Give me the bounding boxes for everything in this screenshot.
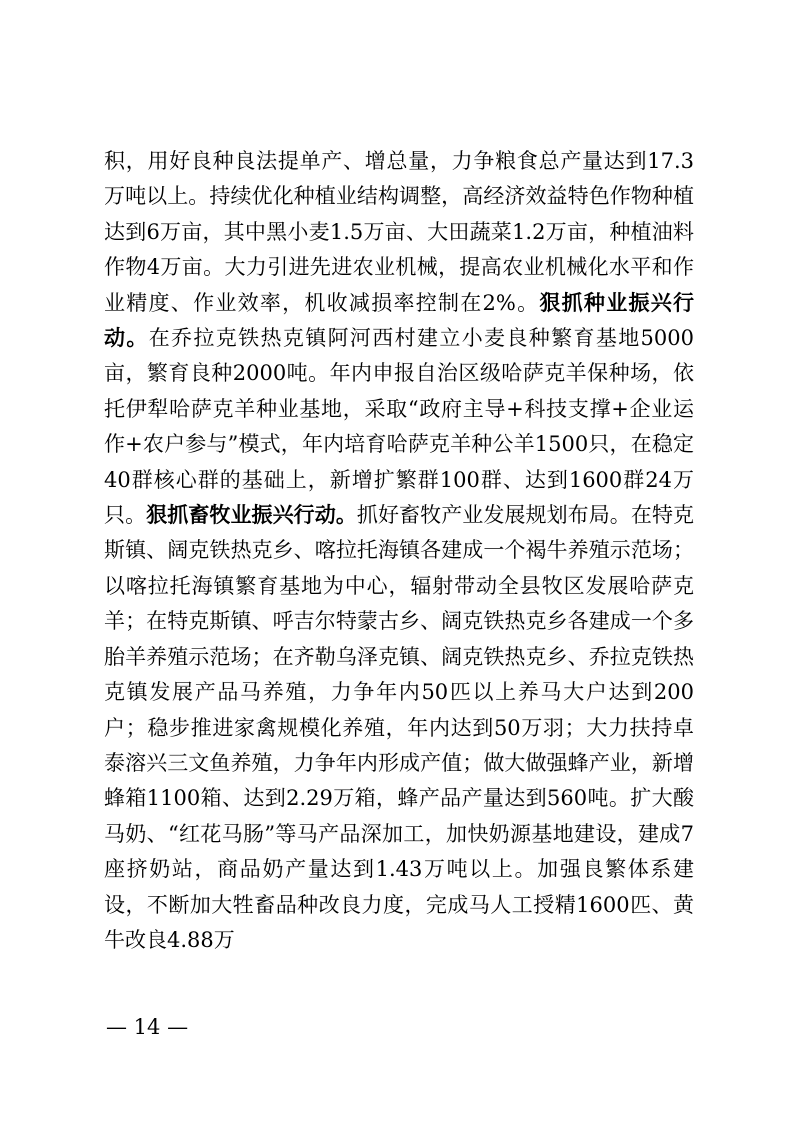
text-segment: 抓好畜牧产业发展规划布局。在特克斯镇、阔克铁热克乡、喀拉托海镇各建成一个褐牛养殖示范场；以喀拉托海镇繁育基地为中心，辐射带动全县牧区发展哈萨克羊；在特克斯镇、呼吉尔特蒙古乡、阔克铁热克乡各建成一个多胎羊养殖示范场；在齐勒乌泽克镇、阔克铁热克乡、乔拉克铁热克镇发展产品马养殖，力争年内50匹以上养马大户达到200户；稳步推进家禽规模化养殖，年内达到50万羽；大力扶持卓泰溶兴三文鱼养殖，力争年内形成产值；做大做强蜂产业，新增蜂箱1100箱、达到2.29万箱，蜂产品产量达到560吨。扩大酸马奶、“红花马肠”等马产品深加工，加快奶源基地建设，建成7座挤奶站，商品奶产量达到1.43万吨以上。加强良繁体系建设，不断加大牲畜品种改良力度，完成马人工授精1600匹、黄牛改良4.88万 xyxy=(104,503,695,952)
bold-heading-seed-industry: 狠抓种业振兴行动。 xyxy=(104,290,694,351)
page-number: — 14 — xyxy=(106,1015,189,1039)
text-segment: 积，用好良种良法提单产、增总量，力争粮食总产量达到17.3万吨以上。持续优化种植业结构调整，高经济效益特色作物种植达到6万亩，其中黑小麦1.5万亩、大田蔬菜1.2万亩，种植油料作物4万亩。大力引进先进农业机械，提高农业机械化水平和作业精度、作业效率，机收减损率控制在2%。 xyxy=(104,149,694,315)
body-text xyxy=(104,144,694,958)
bold-heading-livestock: 狠抓畜牧业振兴行动。 xyxy=(146,503,357,528)
text-segment: 在乔拉克铁热克镇阿河西村建立小麦良种繁育基地5000亩，繁育良种2000吨。年内申报自治区级哈萨克羊保种场，依托伊犁哈萨克羊种业基地，采取“政府主导+科技支撑+企业运作+农户参与”模式，年内培育哈萨克羊种公羊1500只，在稳定40群核心群的基础上，新增扩繁群100群、达到1600群24万只。 xyxy=(104,326,694,528)
